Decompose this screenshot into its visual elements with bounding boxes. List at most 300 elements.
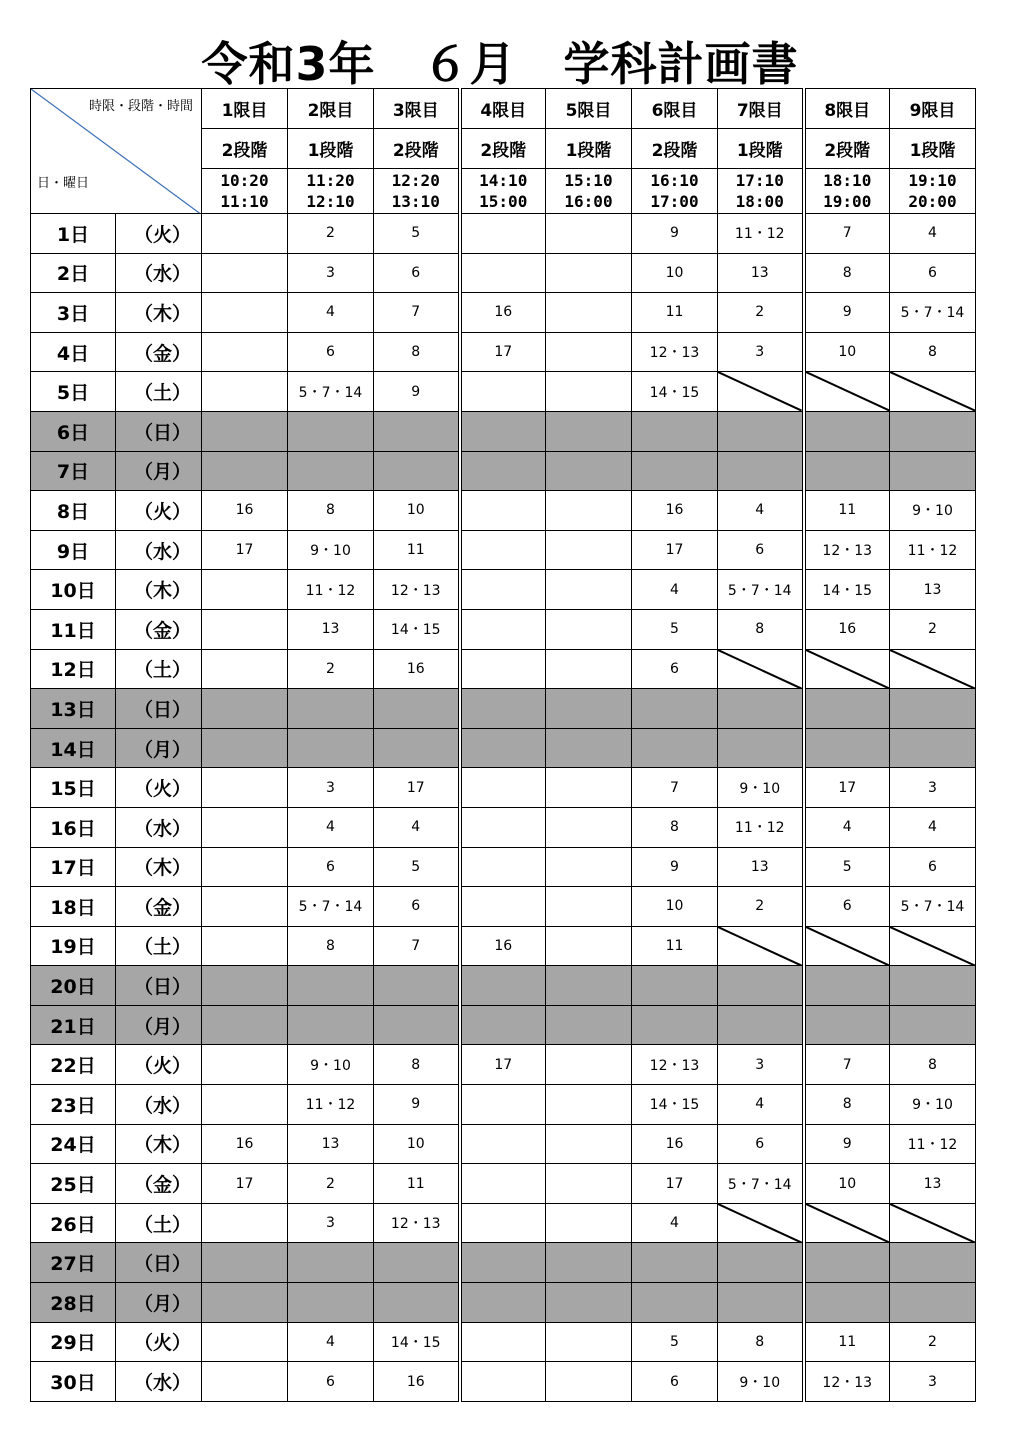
lesson-cell: 9 [632, 847, 718, 887]
lesson-cell: 9 [804, 1124, 890, 1164]
lesson-cell: 16 [374, 649, 460, 689]
lesson-cell: 11・12 [718, 807, 804, 847]
lesson-cell: 11 [804, 491, 890, 531]
lesson-cell [632, 689, 718, 729]
weekday-cell: （日） [116, 1243, 202, 1283]
lesson-cell: 17 [202, 1164, 288, 1204]
lesson-cell [288, 451, 374, 491]
lesson-cell: 17 [632, 1164, 718, 1204]
period-start-time: 18:10 [823, 171, 872, 190]
lesson-cell [460, 847, 546, 887]
lesson-cell [460, 649, 546, 689]
table-row [31, 768, 976, 808]
lesson-cell [460, 887, 546, 927]
lesson-cell: 16 [460, 926, 546, 966]
lesson-cell [288, 966, 374, 1006]
lesson-cell: 10 [374, 491, 460, 531]
day-cell: 28日 [31, 1283, 116, 1323]
lesson-cell: 6 [288, 332, 374, 372]
lesson-cell: 8 [374, 332, 460, 372]
table-row [31, 1203, 976, 1243]
table-row [31, 649, 976, 689]
lesson-cell: 9 [374, 372, 460, 412]
lesson-cell: 13 [890, 1164, 976, 1204]
lesson-cell [460, 1322, 546, 1362]
period-label: 1限目 [202, 89, 288, 129]
lesson-cell [202, 689, 288, 729]
unavailable-cell [718, 649, 804, 689]
period-end-time: 18:00 [735, 192, 784, 211]
lesson-cell: 9・10 [288, 530, 374, 570]
lesson-cell: 5・7・14 [718, 1164, 804, 1204]
lesson-cell: 5・7・14 [718, 570, 804, 610]
lesson-cell: 6 [374, 887, 460, 927]
period-start-time: 16:10 [650, 171, 699, 190]
period-end-time: 20:00 [908, 192, 957, 211]
day-cell: 8日 [31, 491, 116, 531]
lesson-cell [546, 1283, 632, 1323]
lesson-cell: 10 [804, 1164, 890, 1204]
lesson-cell: 6 [718, 530, 804, 570]
lesson-cell: 7 [804, 1045, 890, 1085]
lesson-cell [546, 332, 632, 372]
period-start-time: 19:10 [908, 171, 957, 190]
lesson-cell [202, 768, 288, 808]
period-label: 8限目 [804, 89, 890, 129]
corner-top-label: 時限・段階・時間 [88, 99, 193, 114]
lesson-cell: 6 [890, 847, 976, 887]
lesson-cell: 2 [890, 1322, 976, 1362]
lesson-cell [546, 1005, 632, 1045]
period-time [374, 169, 460, 214]
lesson-cell [890, 451, 976, 491]
lesson-cell: 12・13 [374, 1203, 460, 1243]
period-stage: 2段階 [374, 129, 460, 169]
lesson-cell: 14・15 [632, 1085, 718, 1125]
lesson-cell [890, 1243, 976, 1283]
table-row [31, 1124, 976, 1164]
lesson-cell: 8 [288, 491, 374, 531]
lesson-cell: 16 [632, 1124, 718, 1164]
lesson-cell [202, 966, 288, 1006]
weekday-cell: （月） [116, 1005, 202, 1045]
period-start-time: 17:10 [735, 171, 784, 190]
lesson-cell [804, 1243, 890, 1283]
weekday-cell: （月） [116, 451, 202, 491]
lesson-cell: 13 [890, 570, 976, 610]
day-cell: 5日 [31, 372, 116, 412]
lesson-cell [288, 411, 374, 451]
corner-header [31, 89, 202, 214]
table-row [31, 332, 976, 372]
lesson-cell: 8 [890, 1045, 976, 1085]
lesson-cell: 12・13 [632, 332, 718, 372]
lesson-cell: 13 [288, 1124, 374, 1164]
lesson-cell: 3 [288, 1203, 374, 1243]
lesson-cell: 14・15 [804, 570, 890, 610]
day-cell: 4日 [31, 332, 116, 372]
lesson-cell [632, 1283, 718, 1323]
lesson-cell [374, 1005, 460, 1045]
slash-line [718, 927, 802, 966]
lesson-cell [460, 491, 546, 531]
lesson-cell [632, 728, 718, 768]
weekday-cell: （水） [116, 1362, 202, 1402]
day-cell: 12日 [31, 649, 116, 689]
lesson-cell: 3 [890, 768, 976, 808]
lesson-cell: 11 [632, 926, 718, 966]
slash-line [718, 372, 802, 411]
lesson-cell [202, 887, 288, 927]
lesson-cell [202, 926, 288, 966]
lesson-cell [546, 530, 632, 570]
day-cell: 11日 [31, 609, 116, 649]
lesson-cell: 7 [374, 293, 460, 333]
table-row [31, 570, 976, 610]
weekday-cell: （金） [116, 332, 202, 372]
day-cell: 9日 [31, 530, 116, 570]
lesson-cell [460, 728, 546, 768]
lesson-cell: 9 [374, 1085, 460, 1125]
lesson-cell [202, 1283, 288, 1323]
lesson-cell [546, 728, 632, 768]
lesson-cell: 8 [804, 253, 890, 293]
lesson-cell: 2 [288, 214, 374, 254]
lesson-cell: 4 [374, 807, 460, 847]
lesson-cell [546, 807, 632, 847]
lesson-cell: 17 [804, 768, 890, 808]
lesson-cell [460, 768, 546, 808]
lesson-cell [202, 649, 288, 689]
lesson-cell: 11 [374, 530, 460, 570]
lesson-cell [718, 728, 804, 768]
table-row [31, 689, 976, 729]
lesson-cell [804, 1005, 890, 1045]
lesson-cell: 16 [804, 609, 890, 649]
lesson-cell: 16 [202, 1124, 288, 1164]
lesson-cell [546, 1362, 632, 1402]
lesson-cell [546, 1322, 632, 1362]
day-cell: 1日 [31, 214, 116, 254]
weekday-cell: （日） [116, 966, 202, 1006]
weekday-cell: （金） [116, 887, 202, 927]
lesson-cell [632, 1243, 718, 1283]
lesson-cell [288, 1243, 374, 1283]
period-label: 9限目 [890, 89, 976, 129]
day-cell: 25日 [31, 1164, 116, 1204]
period-time [460, 169, 546, 214]
table-row [31, 1045, 976, 1085]
lesson-cell: 8 [288, 926, 374, 966]
lesson-cell [374, 966, 460, 1006]
period-time [546, 169, 632, 214]
lesson-cell: 4 [890, 807, 976, 847]
lesson-cell: 2 [718, 887, 804, 927]
header-row-periods [31, 89, 976, 129]
day-cell: 22日 [31, 1045, 116, 1085]
period-stage: 2段階 [632, 129, 718, 169]
lesson-cell [460, 1005, 546, 1045]
lesson-cell: 11 [632, 293, 718, 333]
lesson-cell: 2 [890, 609, 976, 649]
lesson-cell [374, 689, 460, 729]
lesson-cell [288, 1005, 374, 1045]
table-row [31, 926, 976, 966]
slash-line [806, 372, 890, 411]
unavailable-cell [804, 1203, 890, 1243]
day-cell: 21日 [31, 1005, 116, 1045]
lesson-cell: 5 [374, 847, 460, 887]
unavailable-cell [804, 649, 890, 689]
lesson-cell: 4 [804, 807, 890, 847]
table-row [31, 253, 976, 293]
table-row [31, 491, 976, 531]
lesson-cell: 12・13 [374, 570, 460, 610]
lesson-cell [202, 1085, 288, 1125]
table-row [31, 1164, 976, 1204]
table-row [31, 1085, 976, 1125]
lesson-cell [546, 649, 632, 689]
table-row [31, 372, 976, 412]
day-cell: 29日 [31, 1322, 116, 1362]
lesson-cell [288, 1283, 374, 1323]
weekday-cell: （土） [116, 926, 202, 966]
lesson-cell [718, 411, 804, 451]
slash-line [806, 1204, 890, 1243]
lesson-cell [202, 1203, 288, 1243]
day-cell: 10日 [31, 570, 116, 610]
period-label: 5限目 [546, 89, 632, 129]
period-time [632, 169, 718, 214]
lesson-cell [804, 728, 890, 768]
unavailable-cell [718, 926, 804, 966]
lesson-cell [202, 1362, 288, 1402]
lesson-cell: 13 [718, 253, 804, 293]
period-stage: 2段階 [460, 129, 546, 169]
period-stage: 1段階 [546, 129, 632, 169]
unavailable-cell [890, 372, 976, 412]
lesson-cell [202, 570, 288, 610]
period-stage: 2段階 [202, 129, 288, 169]
period-label: 7限目 [718, 89, 804, 129]
lesson-cell: 11・12 [288, 1085, 374, 1125]
lesson-cell [202, 1005, 288, 1045]
lesson-cell: 11 [804, 1322, 890, 1362]
lesson-cell [890, 966, 976, 1006]
lesson-cell: 12・13 [804, 1362, 890, 1402]
lesson-cell [804, 689, 890, 729]
lesson-cell: 4 [632, 1203, 718, 1243]
lesson-cell: 5・7・14 [288, 372, 374, 412]
lesson-cell [718, 451, 804, 491]
lesson-cell [804, 966, 890, 1006]
lesson-cell: 5 [374, 214, 460, 254]
lesson-cell [374, 1243, 460, 1283]
lesson-cell [288, 728, 374, 768]
lesson-cell [374, 728, 460, 768]
lesson-cell [460, 609, 546, 649]
lesson-cell: 8 [718, 1322, 804, 1362]
lesson-cell: 9・10 [718, 1362, 804, 1402]
lesson-cell [546, 1203, 632, 1243]
lesson-cell: 9・10 [890, 1085, 976, 1125]
table-row [31, 1283, 976, 1323]
lesson-cell [460, 689, 546, 729]
lesson-cell [460, 807, 546, 847]
table-row [31, 530, 976, 570]
period-time [288, 169, 374, 214]
lesson-cell [202, 372, 288, 412]
lesson-cell [546, 1164, 632, 1204]
slash-line [890, 372, 975, 411]
slash-line [890, 650, 975, 689]
weekday-cell: （金） [116, 1164, 202, 1204]
lesson-cell [546, 372, 632, 412]
lesson-cell: 3 [718, 1045, 804, 1085]
weekday-cell: （火） [116, 768, 202, 808]
lesson-cell: 5 [804, 847, 890, 887]
lesson-cell: 14・15 [374, 609, 460, 649]
lesson-cell [546, 570, 632, 610]
table-row [31, 609, 976, 649]
lesson-cell: 3 [890, 1362, 976, 1402]
lesson-cell: 4 [718, 1085, 804, 1125]
day-cell: 16日 [31, 807, 116, 847]
lesson-cell [632, 1005, 718, 1045]
weekday-cell: （木） [116, 570, 202, 610]
lesson-cell [460, 1124, 546, 1164]
lesson-cell [546, 451, 632, 491]
lesson-cell [890, 728, 976, 768]
table-row [31, 1243, 976, 1283]
lesson-cell: 12・13 [632, 1045, 718, 1085]
weekday-cell: （土） [116, 372, 202, 412]
lesson-cell: 6 [288, 1362, 374, 1402]
lesson-cell [460, 1085, 546, 1125]
lesson-cell: 4 [288, 293, 374, 333]
weekday-cell: （木） [116, 293, 202, 333]
lesson-cell: 8 [804, 1085, 890, 1125]
weekday-cell: （水） [116, 530, 202, 570]
lesson-cell [460, 1362, 546, 1402]
page-title: 令和3年 ６月 学科計画書 [201, 37, 799, 91]
lesson-cell [460, 1164, 546, 1204]
lesson-cell: 10 [632, 253, 718, 293]
day-cell: 26日 [31, 1203, 116, 1243]
table-row [31, 214, 976, 254]
lesson-cell [202, 1322, 288, 1362]
period-stage: 2段階 [804, 129, 890, 169]
lesson-cell: 13 [718, 847, 804, 887]
period-start-time: 10:20 [220, 171, 269, 190]
lesson-cell [460, 451, 546, 491]
period-label: 2限目 [288, 89, 374, 129]
table-row [31, 887, 976, 927]
lesson-cell [546, 1085, 632, 1125]
lesson-cell: 17 [460, 332, 546, 372]
lesson-cell: 6 [804, 887, 890, 927]
lesson-cell: 7 [804, 214, 890, 254]
lesson-cell [890, 689, 976, 729]
lesson-cell [890, 411, 976, 451]
lesson-cell [460, 411, 546, 451]
day-cell: 14日 [31, 728, 116, 768]
lesson-cell [546, 966, 632, 1006]
lesson-cell: 10 [632, 887, 718, 927]
slash-line [806, 927, 890, 966]
lesson-cell: 13 [288, 609, 374, 649]
lesson-cell [546, 768, 632, 808]
lesson-cell [546, 411, 632, 451]
table-row [31, 1362, 976, 1402]
lesson-cell: 6 [718, 1124, 804, 1164]
lesson-cell [202, 293, 288, 333]
lesson-cell: 4 [718, 491, 804, 531]
lesson-cell: 2 [288, 649, 374, 689]
day-cell: 20日 [31, 966, 116, 1006]
day-cell: 30日 [31, 1362, 116, 1402]
period-end-time: 13:10 [391, 192, 440, 211]
lesson-cell: 8 [374, 1045, 460, 1085]
period-time [202, 169, 288, 214]
slash-line [718, 650, 802, 689]
lesson-cell: 11・12 [718, 214, 804, 254]
day-cell: 15日 [31, 768, 116, 808]
lesson-cell [546, 214, 632, 254]
lesson-cell [374, 1283, 460, 1323]
day-cell: 18日 [31, 887, 116, 927]
weekday-cell: （土） [116, 649, 202, 689]
period-stage: 1段階 [288, 129, 374, 169]
table-row [31, 966, 976, 1006]
period-start-time: 14:10 [479, 171, 528, 190]
day-cell: 27日 [31, 1243, 116, 1283]
weekday-cell: （木） [116, 847, 202, 887]
lesson-cell: 9 [632, 214, 718, 254]
lesson-cell [460, 1203, 546, 1243]
unavailable-cell [804, 372, 890, 412]
lesson-cell: 14・15 [374, 1322, 460, 1362]
lesson-cell [202, 609, 288, 649]
period-start-time: 12:20 [391, 171, 440, 190]
lesson-cell: 9・10 [718, 768, 804, 808]
lesson-cell [202, 1045, 288, 1085]
lesson-cell [890, 1283, 976, 1323]
lesson-cell [202, 847, 288, 887]
unavailable-cell [718, 1203, 804, 1243]
lesson-cell [546, 689, 632, 729]
period-start-time: 11:20 [306, 171, 355, 190]
slash-line [890, 1204, 975, 1243]
lesson-cell [546, 293, 632, 333]
period-label: 3限目 [374, 89, 460, 129]
day-cell: 17日 [31, 847, 116, 887]
lesson-cell: 17 [460, 1045, 546, 1085]
lesson-cell: 17 [374, 768, 460, 808]
unavailable-cell [890, 926, 976, 966]
weekday-cell: （水） [116, 1085, 202, 1125]
unavailable-cell [804, 926, 890, 966]
day-cell: 19日 [31, 926, 116, 966]
weekday-cell: （水） [116, 253, 202, 293]
lesson-cell: 4 [288, 1322, 374, 1362]
period-time [890, 169, 976, 214]
day-cell: 3日 [31, 293, 116, 333]
lesson-cell: 11・12 [890, 530, 976, 570]
period-start-time: 15:10 [564, 171, 613, 190]
lesson-cell [460, 1243, 546, 1283]
corner-bottom-label: 日・曜日 [37, 176, 90, 191]
